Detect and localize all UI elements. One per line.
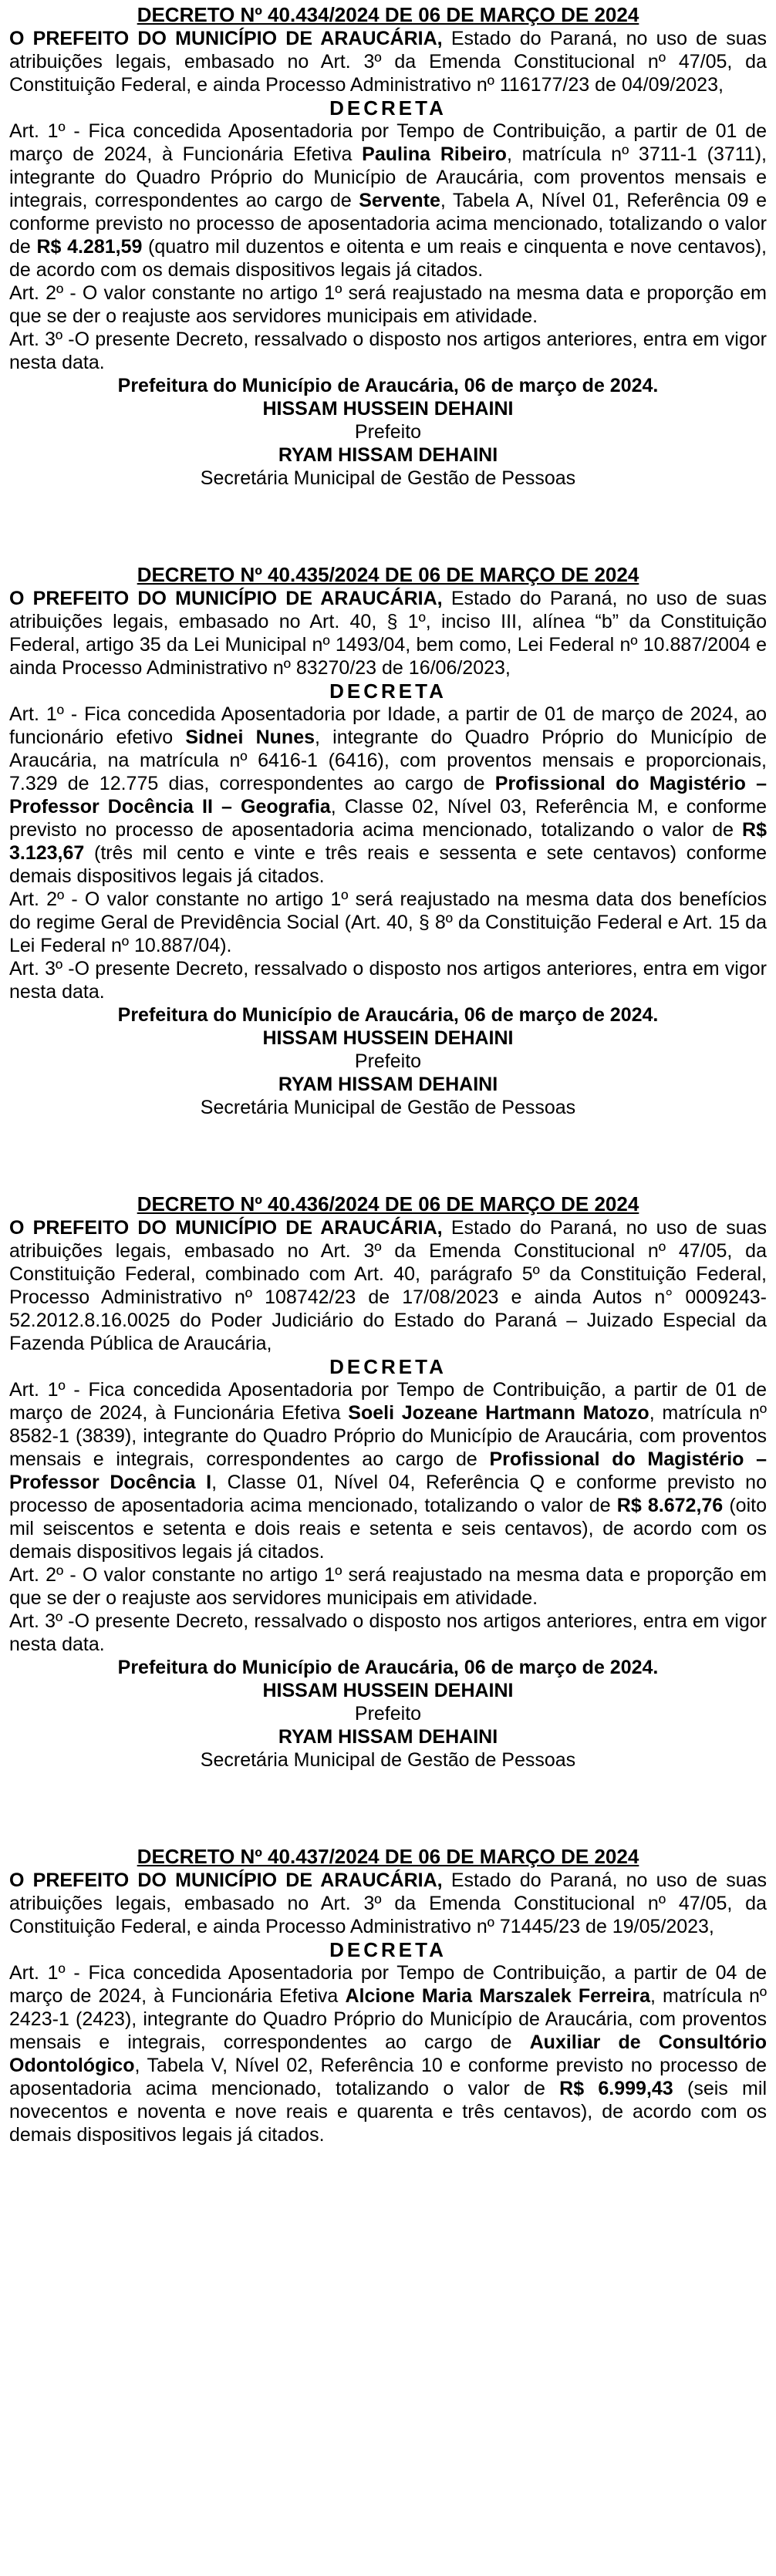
signer-secretary: RYAM HISSAM DEHAINI [278,444,498,466]
preamble-bold: O PREFEITO DO MUNICÍPIO DE ARAUCÁRIA, [9,1217,443,1239]
preamble-bold: O PREFEITO DO MUNICÍPIO DE ARAUCÁRIA, [9,1870,443,1891]
decree-40435 [9,563,767,1119]
decreta-heading: DECRETA [329,96,447,120]
art1-text-c: , Classe 01, Nível 04, Referência Q e conforme previsto no processo de aposentadoria acima mencionado, totalizando o valor de [9,1472,767,1516]
signer-secretary-role: Secretária Municipal de Gestão de Pessoas [200,467,576,489]
art1-text-b: , matrícula nº 2423-1 (2423), integrante do Quadro Próprio do Município de Araucária, com proventos mensais e integrais, correspondentes ao cargo de [9,1985,768,2053]
art1-text-d: (oito mil seiscentos e setenta e dois reais e setenta e seis centavos), de acordo com os demais dispositivos legais já citados. [9,1495,767,1563]
signer-mayor-role: Prefeito [354,1703,422,1725]
place-date: Prefeitura do Município de Araucária, 06 de março de 2024. [117,1004,659,1026]
decree-title: DECRETO Nº 40.437/2024 DE 06 DE MARÇO DE 2024 [137,1845,639,1868]
decree-title: DECRETO Nº 40.434/2024 DE 06 DE MARÇO DE 2024 [137,3,639,26]
job-title: Auxiliar de Consultório Odontológico [9,2031,767,2076]
benefit-value: R$ 8.672,76 [616,1495,724,1516]
benefit-value: R$ 6.999,43 [559,2078,673,2099]
article-3: Art. 3º -O presente Decreto, ressalvado o disposto nos artigos anteriores, entra em vigor nesta data. [9,958,767,1003]
art1-text-b: , matrícula nº 3711-1 (3711), integrante do Quadro Próprio do Município de Araucária, com proventos mensais e integrais, correspondentes ao cargo de [9,143,768,211]
job-title: Profissional do Magistério – Professor Docência I [9,1448,767,1493]
preamble-bold: O PREFEITO DO MUNICÍPIO DE ARAUCÁRIA, [9,588,443,609]
article-1 [9,1961,767,2146]
art1-text-c: , Tabela V, Nível 02, Referência 10 e conforme previsto no processo de aposentadoria acima mencionado, totalizando o valor de [9,2055,767,2099]
place-date: Prefeitura do Município de Araucária, 06 de março de 2024. [117,1657,659,1678]
article-1 [9,1378,767,1563]
place-date: Prefeitura do Município de Araucária, 06 de março de 2024. [117,375,659,396]
preamble-text: Estado do Paraná, no uso de suas atribuições legais, embasado no Art. 40, § 1º, inciso III, alínea “b” da Constituição Federal, artigo 35 da Lei Municipal nº 1493/04, bem como, Lei Federal nº 10.887/2004 e ainda Processo Administrativo nº 83270/23 de 16/06/2023, [9,588,767,679]
decreta-heading: DECRETA [329,1355,447,1378]
decreta-heading: DECRETA [329,1938,447,1961]
decree-preamble [9,1869,767,1938]
article-2: Art. 2º - O valor constante no artigo 1º será reajustado na mesma data e proporção em que se der o reajuste aos servidores municipais em atividade. [9,282,767,327]
preamble-text: Estado do Paraná, no uso de suas atribuições legais, embasado no Art. 3º da Emenda Constitucional nº 47/05, da Constituição Federal, e ainda Processo Administrativo nº 71445/23 de 19/05/2023, [9,1870,767,1937]
preamble-text: Estado do Paraná, no uso de suas atribuições legais, embasado no Art. 3º da Emenda Constitucional nº 47/05, da Constituição Federal, combinado com Art. 40, parágrafo 5º da Constituição Federal, Processo Administrativo nº 108742/23 de 17/08/2023 e ainda Autos n° 0009243-52.2012.8.16.0025 do Poder Judiciário do Estado do Paraná – Juizado Especial da Fazenda Pública de Araucária, [9,1217,767,1354]
decree-title: DECRETO Nº 40.435/2024 DE 06 DE MARÇO DE 2024 [137,563,639,586]
beneficiary-name: Sidnei Nunes [185,727,315,748]
article-2: Art. 2º - O valor constante no artigo 1º será reajustado na mesma data e proporção em que se der o reajuste aos servidores municipais em atividade. [9,1564,767,1609]
decree-separator [9,1119,767,1192]
art1-text-d: (três mil cento e vinte e três reais e sessenta e sete centavos) conforme demais dispositivos legais já citados. [9,842,767,887]
art1-text-c: , Classe 02, Nível 03, Referência M, e conforme previsto no processo de aposentadoria acima mencionado, totalizando o valor de [9,796,767,841]
job-title: Profissional do Magistério – Professor Docência II – Geografia [9,773,767,818]
signer-mayor: HISSAM HUSSEIN DEHAINI [262,1027,514,1049]
benefit-value: R$ 3.123,67 [9,819,767,864]
signer-mayor: HISSAM HUSSEIN DEHAINI [262,1680,514,1701]
beneficiary-name: Alcione Maria Marszalek Ferreira [345,1985,650,2007]
article-3: Art. 3º -O presente Decreto, ressalvado o disposto nos artigos anteriores, entra em vigor nesta data. [9,1610,767,1655]
signer-mayor: HISSAM HUSSEIN DEHAINI [262,398,514,420]
art1-text-a: Art. 1º - Fica concedida Aposentadoria por Tempo de Contribuição, a partir de 04 de março de 2024, à Funcionária Efetiva [9,1962,767,2007]
art1-text-a: Art. 1º - Fica concedida Aposentadoria por Idade, a partir de 01 de março de 2024, ao funcionário efetivo [9,703,767,748]
art1-text-a: Art. 1º - Fica concedida Aposentadoria por Tempo de Contribuição, a partir de 01 de março de 2024, à Funcionária Efetiva [9,120,767,165]
art1-text-d: (quatro mil duzentos e oitenta e um reais e cinquenta e nove centavos), de acordo com os demais dispositivos legais já citados. [9,236,767,281]
art1-text-b: , integrante do Quadro Próprio do Município de Araucária, na matrícula nº 6416-1 (6416), com proventos mensais e proporcionais, 7.329 de 12.775 dias, correspondentes ao cargo de [9,727,767,794]
beneficiary-name: Paulina Ribeiro [362,143,507,165]
decree-40436 [9,1192,767,1772]
decree-title: DECRETO Nº 40.436/2024 DE 06 DE MARÇO DE 2024 [137,1192,639,1216]
art1-text-b: , matrícula nº 8582-1 (3839), integrante do Quadro Próprio do Município de Araucária, com proventos mensais e integrais, correspondentes ao cargo de [9,1402,768,1470]
signer-mayor-role: Prefeito [354,421,422,443]
benefit-value: R$ 4.281,59 [36,236,143,258]
art1-text-a: Art. 1º - Fica concedida Aposentadoria por Tempo de Contribuição, a partir de 01 de março de 2024, à Funcionária Efetiva [9,1379,767,1424]
decree-preamble [9,27,767,96]
decree-40434 [9,3,767,490]
signer-secretary: RYAM HISSAM DEHAINI [278,1074,498,1095]
decree-preamble [9,1216,767,1355]
article-1 [9,120,767,282]
art1-text-c: , Tabela A, Nível 01, Referência 09 e conforme previsto no processo de aposentadoria acima mencionado, totalizando o valor de [9,190,767,258]
preamble-bold: O PREFEITO DO MUNICÍPIO DE ARAUCÁRIA, [9,28,443,49]
preamble-text: Estado do Paraná, no uso de suas atribuições legais, embasado no Art. 3º da Emenda Constitucional nº 47/05, da Constituição Federal, e ainda Processo Administrativo nº 116177/23 de 04/09/2023, [9,28,767,96]
job-title: Servente [359,190,440,211]
signer-mayor-role: Prefeito [354,1050,422,1072]
decree-preamble [9,587,767,679]
signer-secretary-role: Secretária Municipal de Gestão de Pessoas [200,1097,576,1118]
signer-secretary-role: Secretária Municipal de Gestão de Pessoas [200,1749,576,1771]
decree-40437 [9,1845,767,2146]
art1-text-d: (seis mil novecentos e noventa e nove reais e quarenta e três centavos), de acordo com os demais dispositivos legais já citados. [9,2078,767,2146]
signer-secretary: RYAM HISSAM DEHAINI [278,1726,498,1748]
article-3: Art. 3º -O presente Decreto, ressalvado o disposto nos artigos anteriores, entra em vigor nesta data. [9,329,767,373]
decreta-heading: DECRETA [329,679,447,703]
beneficiary-name: Soeli Jozeane Hartmann Matozo [348,1402,649,1424]
decree-separator [9,1772,767,1845]
article-2: Art. 2º - O valor constante no artigo 1º será reajustado na mesma data dos benefícios do regime Geral de Previdência Social (Art. 40, § 8º da Constituição Federal e Art. 15 da Lei Federal nº 10.887/04). [9,888,767,956]
article-1 [9,703,767,888]
decree-separator [9,490,767,563]
